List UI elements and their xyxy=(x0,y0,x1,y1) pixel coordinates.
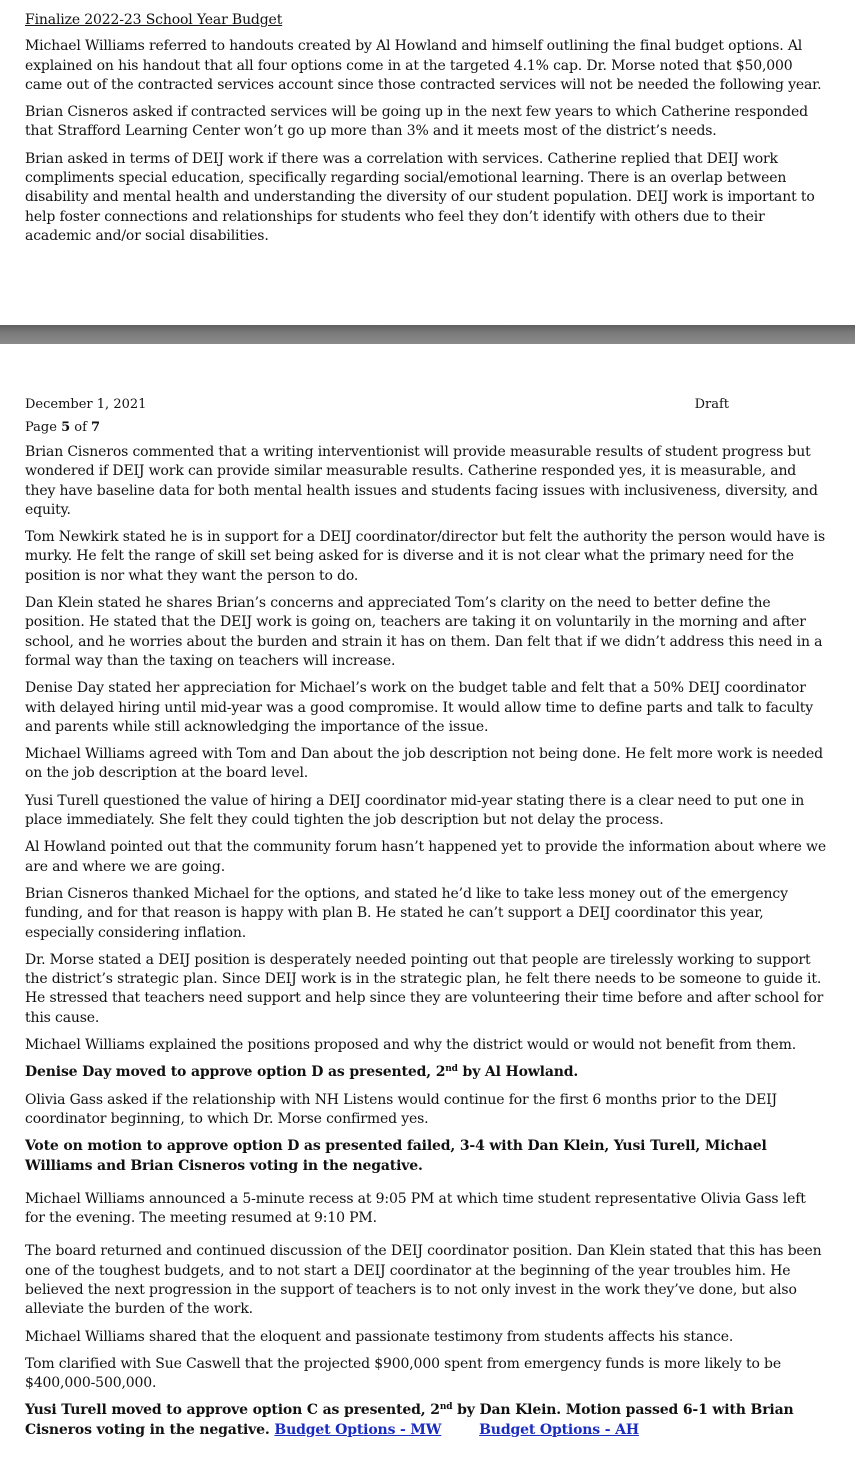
page-header xyxy=(25,397,827,412)
section-title: Finalize 2022-23 School Year Budget xyxy=(25,12,283,28)
paragraph: Michael Williams shared that the eloquent and passionate testimony from students affects his stance. xyxy=(25,1328,734,1345)
budget-options-ah-link[interactable]: Budget Options - AH xyxy=(479,1421,639,1438)
paragraph: Olivia Gass asked if the relationship with NH Listens would continue for the first 6 months prior to the DEIJ coordinator beginning, to which Dr. Morse confirmed yes. xyxy=(25,1091,777,1127)
paragraph: Michael Williams referred to handouts created by Al Howland and himself outlining the final budget options. Al explained on his handout that all four options come in at the targeted 4.1% cap. Dr. Morse noted that $50,000 came out of the contracted services account since those contracted services will not be needed the following year. xyxy=(25,38,822,93)
page-4-bottom xyxy=(0,0,855,325)
page-5-content xyxy=(25,397,827,1448)
paragraph: Denise Day stated her appreciation for Michael’s work on the budget table and felt that a 50% DEIJ coordinator with delayed hiring until mid-year was a good compromise. It would allow time to define parts and talk to faculty and parents while still acknowledging the importance of the issue. xyxy=(25,680,814,735)
paragraph: Yusi Turell questioned the value of hiring a DEIJ coordinator mid-year stating there is a clear need to put one in place immediately. She felt they could tighten the job description but not delay the process. xyxy=(25,792,805,829)
page-4-content xyxy=(25,11,827,254)
paragraph: Michael Williams announced a 5-minute recess at 9:05 PM at which time student representative Olivia Gass left for the evening. The meeting resumed at 9:10 PM. xyxy=(25,1190,806,1227)
paragraph: Brian Cisneros asked if contracted services will be going up in the next few years to which Catherine responded that Strafford Learning Center won’t go up more than 3% and it meets most of the district’s needs. xyxy=(25,104,808,140)
page-prefix: Page xyxy=(25,420,62,435)
motion-option-c: Yusi Turell moved to approve option C as presented, 2nd by Dan Klein. Motion passed 6-1 with Brian Cisneros voting in the negative. Budget Options - MW Budget Options - AH xyxy=(25,1402,794,1438)
paragraph: Al Howland pointed out that the community forum hasn’t happened yet to provide the information about where we are and where we are going. xyxy=(25,839,827,875)
page-total: 7 xyxy=(91,420,101,435)
page-of: of xyxy=(70,420,92,435)
paragraph: Michael Williams agreed with Tom and Dan about the job description not being done. He felt more work is needed on the job description at the board level. xyxy=(25,746,823,782)
header-status: Draft xyxy=(694,397,729,412)
paragraph: Brian Cisneros commented that a writing interventionist will provide measurable results of student progress but wondered if DEIJ work can provide similar measurable results. Catherine responded yes, it is measurable, and they have baseline data for both mental health issues and students facing issues with inclusiveness, diversity, and equity. xyxy=(25,444,818,518)
paragraph: Brian Cisneros thanked Michael for the options, and stated he’d like to take less money out of the emergency funding, and for that reason is happy with plan B. He stated he can’t support a DEIJ coordinator this year, especially considering inflation. xyxy=(25,885,788,941)
paragraph: The board returned and continued discussion of the DEIJ coordinator position. Dan Klein stated that this has been one of the toughest budgets, and to not start a DEIJ coordinator at the beginning of the year troubles him. He believed the next progression in the support of teachers is to not only invest in the work they’ve done, but also alleviate the burden of the work. xyxy=(25,1243,822,1318)
paragraph: Tom clarified with Sue Caswell that the projected $900,000 spent from emergency funds is more likely to be $400,000-500,000. xyxy=(25,1355,782,1392)
motion-option-d: Denise Day moved to approve option D as presented, 2nd by Al Howland. xyxy=(25,1064,579,1081)
page-separator xyxy=(0,325,855,344)
page-current: 5 xyxy=(61,420,71,435)
budget-options-mw-link[interactable]: Budget Options - MW xyxy=(274,1421,442,1438)
page-number xyxy=(25,420,827,435)
vote-result-option-d: Vote on motion to approve option D as presented failed, 3-4 with Dan Klein, Yusi Turell, Michael Williams and Brian Cisneros voting in the negative. xyxy=(25,1138,767,1174)
page-5 xyxy=(0,344,855,1478)
paragraph: Dr. Morse stated a DEIJ position is desperately needed pointing out that people are tirelessly working to support the district’s strategic plan. Since DEIJ work is in the strategic plan, he felt there needs to be someone to guide it. He stressed that teachers need support and help since they are volunteering their time before and after school for this cause. xyxy=(25,951,824,1026)
paragraph: Brian asked in terms of DEIJ work if there was a correlation with services. Catherine replied that DEIJ work compliments special education, specifically regarding social/emotional learning. There is an overlap between disability and mental health and understanding the diversity of our student population. DEIJ work is important to help foster connections and relationships for students who feel they don’t identify with others due to their academic and/or social disabilities. xyxy=(25,150,815,244)
paragraph: Michael Williams explained the positions proposed and why the district would or would not benefit from them. xyxy=(25,1037,797,1054)
paragraph: Dan Klein stated he shares Brian’s concerns and appreciated Tom’s clarity on the need to better define the position. He stated that the DEIJ work is going on, teachers are taking it on voluntarily in the morning and after school, and he worries about the burden and strain it has on them. Dan felt that if we didn’t address this need in a formal way than the taxing on teachers will increase. xyxy=(25,595,823,669)
paragraph: Tom Newkirk stated he is in support for a DEIJ coordinator/director but felt the authority the person would have is murky. He felt the range of skill set being asked for is diverse and it is not clear what the primary need for the position is nor what they want the person to do. xyxy=(25,529,826,584)
header-date: December 1, 2021 xyxy=(25,397,147,412)
